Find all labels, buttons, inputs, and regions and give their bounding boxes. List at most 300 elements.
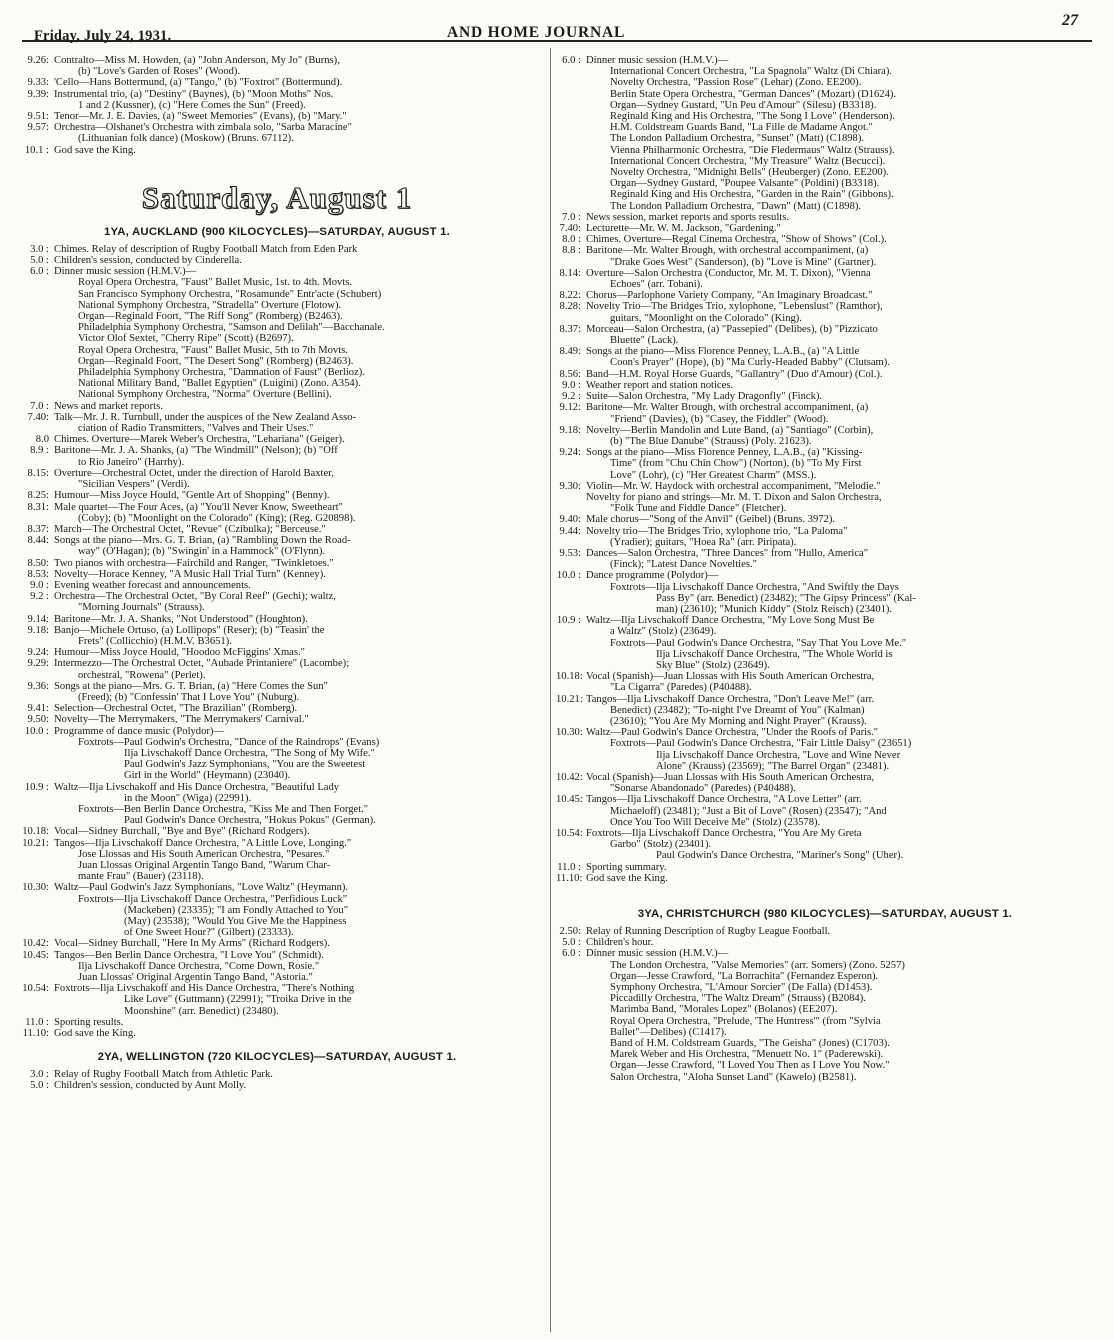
entry-line: Tangos—Ilja Livschakoff Dance Orchestra, "A Love Letter" (arr. bbox=[586, 794, 862, 806]
programme-entry bbox=[556, 212, 1094, 223]
entry-line: National Symphony Orchestra, "Norma" Overture (Bellini). bbox=[78, 389, 332, 401]
header-rule bbox=[22, 40, 1092, 42]
programme-entry bbox=[16, 726, 538, 782]
programme-entry bbox=[16, 569, 538, 580]
entry-line: Paul Godwin's Dance Orchestra, "Mariner's Song" (Uher). bbox=[656, 850, 904, 862]
entry-line: Pass By" (arr. Benedict) (23482); "The Gipsy Princess" (Kal- bbox=[656, 592, 916, 604]
entry-time: 2.50: bbox=[559, 926, 581, 938]
entry-line: The London Orchestra, "Valse Memories" (arr. Somers) (Zono. 5257) bbox=[610, 959, 905, 971]
entry-line: Reginald King and His Orchestra, "The Song I Love" (Henderson). bbox=[610, 111, 895, 123]
entry-line: Songs at the piano—Mrs. G. T. Brian, (a) "Rambling Down the Road- bbox=[54, 535, 351, 547]
entry-text bbox=[54, 983, 538, 1017]
entry-time: 10.54: bbox=[22, 983, 49, 995]
entry-line: Royal Opera Orchestra, "Faust" Ballet Music, 5th to 7th Movts. bbox=[78, 344, 348, 356]
entry-time: 8.37: bbox=[559, 323, 581, 335]
entry-line: Intermezzo—The Orchestral Octet, "Aubade Printaniere" (Lacombe); bbox=[54, 658, 350, 670]
entry-text bbox=[586, 380, 1094, 391]
entry-line: Sky Blue" (Stolz) (23649). bbox=[656, 659, 770, 671]
programme-entry bbox=[556, 301, 1094, 323]
entry-line: Selection—Orchestral Octet, "The Brazilian" (Romberg). bbox=[54, 703, 298, 715]
entry-line: (Finck); "Latest Dance Novelties." bbox=[610, 559, 757, 571]
programme-entry bbox=[556, 481, 1094, 515]
entry-line: Orchestra—The Orchestral Octet, "By Coral Reef" (Gechi); waltz, bbox=[54, 591, 336, 603]
entry-text bbox=[54, 502, 538, 524]
programme-entry bbox=[556, 234, 1094, 245]
entry-text bbox=[54, 111, 538, 122]
entry-line: Songs at the piano—Miss Florence Penney, L.A.B., (a) "Kissing- bbox=[586, 447, 863, 459]
entry-line: Novelty—Horace Kenney, "A Music Hall Trial Turn" (Kenney). bbox=[54, 568, 326, 580]
entry-line: Royal Opera Orchestra, "Prelude, 'The Huntress'" (from "Sylvia bbox=[610, 1015, 881, 1027]
entry-line: Philadelphia Symphony Orchestra, "Samson and Delilah"—Bacchanale. bbox=[78, 322, 385, 334]
entry-line: Bluette" (Lack). bbox=[610, 335, 679, 347]
entry-time: 9.36: bbox=[27, 680, 49, 692]
entry-line: Juan Llossas' Original Argentin Tango Band, "Astoria." bbox=[78, 972, 313, 984]
entry-text bbox=[54, 122, 538, 144]
programme-2ya bbox=[16, 1069, 538, 1091]
entry-line: Chimes. Overture—Regal Cinema Orchestra, "Show of Shows" (Col.). bbox=[586, 234, 887, 246]
entry-text bbox=[54, 1069, 538, 1080]
entry-line: Juan Llossas Original Argentin Tango Band, "Warum Char- bbox=[78, 860, 331, 871]
entry-text bbox=[586, 615, 1094, 671]
entry-line: (Coby); (b) "Moonlight on the Colorado" (King); (Reg. G20898). bbox=[78, 512, 356, 524]
programme-entry bbox=[556, 391, 1094, 402]
programme-entry bbox=[16, 401, 538, 412]
entry-line: (b) "The Blue Danube" (Strauss) (Poly. 21623). bbox=[610, 435, 812, 447]
entry-line: (Lithuanian folk dance) (Moskow) (Bruns. 67112). bbox=[78, 133, 294, 145]
entry-text bbox=[586, 526, 1094, 548]
entry-line: Ilja Livschakoff Dance Orchestra, "The Song of My Wife." bbox=[124, 747, 375, 759]
entry-text bbox=[586, 391, 1094, 402]
programme-entry bbox=[556, 402, 1094, 424]
left-column bbox=[16, 55, 538, 1092]
entry-text bbox=[54, 77, 538, 88]
entry-time: 8.14: bbox=[559, 267, 581, 279]
entry-time: 8.28: bbox=[559, 301, 581, 313]
entry-line: The London Palladium Orchestra, "Dawn" (Matt) (C1898). bbox=[610, 200, 862, 212]
entry-text bbox=[586, 212, 1094, 223]
programme-entry bbox=[556, 948, 1094, 1082]
entry-line: Baritone—Mr. J. A. Shanks, (a) "The Windmill" (Nelson); (b) "Off bbox=[54, 445, 338, 457]
entry-line: International Concert Orchestra, "La Spagnola" Waltz (Di Chiara). bbox=[610, 66, 893, 78]
programme-entry bbox=[556, 671, 1094, 693]
entry-line: "Morning Journals" (Strauss). bbox=[78, 602, 205, 614]
entry-line: Morceau—Salon Orchestra, (a) "Passepied" (Delibes), (b) "Pizzicato bbox=[586, 323, 878, 335]
entry-time: 9.30: bbox=[559, 480, 581, 492]
entry-line: Violin—Mr. W. Haydock with orchestral accompaniment, "Melodie." bbox=[586, 480, 881, 492]
entry-line: of One Sweet Hour?" (Gilbert) (23333). bbox=[124, 927, 294, 939]
programme-entry bbox=[16, 1017, 538, 1028]
entry-line: Symphony Orchestra, "L'Amour Sorcier" (De Falla) (D1453). bbox=[610, 982, 873, 994]
entry-text bbox=[586, 548, 1094, 570]
entry-text bbox=[54, 401, 538, 412]
entry-time: 8.8 : bbox=[562, 245, 581, 257]
programme-entry bbox=[16, 983, 538, 1017]
programme-entry bbox=[16, 950, 538, 984]
day-title: Saturday, August 1 bbox=[141, 179, 413, 215]
entry-line: Contralto—Miss M. Howden, (a) "John Anderson, My Jo" (Burns), bbox=[54, 55, 340, 66]
entry-line: (b) "Love's Garden of Roses" (Wood). bbox=[78, 66, 241, 78]
programme-entry bbox=[16, 703, 538, 714]
entry-text bbox=[54, 614, 538, 625]
programme-entry bbox=[16, 647, 538, 658]
entry-time: 10.54: bbox=[556, 828, 583, 840]
entry-line: Baritone—Mr. Walter Brough, with orchestral accompaniment, (a) bbox=[586, 402, 869, 414]
entry-text bbox=[586, 223, 1094, 234]
entry-line: Waltz—Ilja Livschakoff Dance Orchestra, "My Love Song Must Be bbox=[586, 615, 875, 627]
entry-line: God save the King. bbox=[54, 144, 136, 156]
entry-time: 10.30: bbox=[22, 882, 49, 894]
entry-time: 10.45: bbox=[22, 949, 49, 961]
entry-line: Humour—Miss Joyce Hould, "Hoodoo McFiggins' Xmas." bbox=[54, 647, 305, 659]
entry-line: Tangos—Ilja Livschakoff Dance Orchestra, "Don't Leave Me!" (arr. bbox=[586, 693, 875, 705]
entry-text bbox=[54, 412, 538, 434]
entry-text bbox=[54, 782, 538, 827]
entry-line: Girl in the World" (Heymann) (23040). bbox=[124, 770, 291, 782]
entry-time: 9.40: bbox=[559, 514, 581, 526]
journal-title: AND HOME JOURNAL bbox=[447, 24, 626, 41]
entry-line: Garbo" (Stolz) (23401). bbox=[610, 839, 712, 851]
entry-time: 9.44: bbox=[559, 525, 581, 537]
entry-line: Vocal—Sidney Burchall, "Here In My Arms" (Richard Rodgers). bbox=[54, 938, 330, 950]
entry-time: 8.50: bbox=[27, 557, 49, 569]
entry-time: 8.31: bbox=[27, 501, 49, 513]
entry-time: 11.0 : bbox=[557, 861, 581, 873]
entry-text bbox=[586, 794, 1094, 828]
entry-text bbox=[54, 490, 538, 501]
entry-time: 10.18: bbox=[556, 671, 583, 683]
entry-line: Two pianos with orchestra—Fairchild and Ranger, "Twinkletoes." bbox=[54, 557, 334, 569]
entry-line: Marek Weber and His Orchestra, "Menuett No. 1" (Paderewski). bbox=[610, 1049, 884, 1061]
entry-line: Novelty—Berlin Mandolin and Lute Band, (a) "Santiago" (Corbin), bbox=[586, 424, 874, 436]
programme-entry bbox=[16, 782, 538, 827]
programme-entry bbox=[16, 77, 538, 88]
entry-line: Weather report and station notices. bbox=[586, 379, 734, 391]
entry-line: Piccadilly Orchestra, "The Waltz Dream" (Strauss) (B2084). bbox=[610, 993, 866, 1005]
entry-text bbox=[586, 727, 1094, 772]
entry-line: Sporting results. bbox=[54, 1016, 124, 1028]
programme-entry bbox=[556, 548, 1094, 570]
entry-time: 10.30: bbox=[556, 727, 583, 739]
entry-line: Children's session, conducted by Cinderella. bbox=[54, 255, 242, 267]
entry-line: Vienna Philharmonic Orchestra, "Die Fledermaus" Waltz (Strauss). bbox=[610, 144, 895, 156]
entry-text bbox=[586, 694, 1094, 728]
entry-line: National Military Band, "Ballet Egyptien" (Luigini) (Zono. A354). bbox=[78, 378, 361, 390]
programme-entry bbox=[16, 55, 538, 77]
programme-entry bbox=[556, 694, 1094, 728]
programme-entry bbox=[16, 614, 538, 625]
entry-time: 9.39: bbox=[27, 88, 49, 100]
entry-text bbox=[54, 524, 538, 535]
entry-line: 'Cello—Hans Bottermund, (a) "Tango," (b) "Foxtrot" (Bottermund). bbox=[54, 77, 343, 89]
entry-line: Love" (Lohr), (c) "Her Greatest Charm" (MSS.). bbox=[610, 469, 817, 481]
entry-text bbox=[54, 468, 538, 490]
entry-line: Evening weather forecast and announcements. bbox=[54, 579, 251, 591]
entry-text bbox=[54, 89, 538, 111]
entry-time: 10.42: bbox=[22, 938, 49, 950]
entry-line: Orchestra—Olshanet's Orchestra with zimbala solo, "Sarba Maracine" bbox=[54, 122, 352, 134]
entry-line: Michaeloff) (23481); "Just a Bit of Love" (Rosen) (23547); "And bbox=[610, 805, 887, 817]
programme-entry bbox=[16, 468, 538, 490]
entry-line: Baritone—Mr. Walter Brough, with orchestral accompaniment, (a) bbox=[586, 245, 869, 257]
programme-entry bbox=[16, 145, 538, 156]
entry-text bbox=[586, 772, 1094, 794]
entry-time: 9.0 : bbox=[30, 579, 49, 591]
entry-time: 9.2 : bbox=[30, 591, 49, 603]
entry-text bbox=[54, 625, 538, 647]
entry-time: 8.0 bbox=[35, 434, 49, 446]
programme-entry bbox=[556, 926, 1094, 937]
entry-line: Male quartet—The Four Aces, (a) "You'll Never Know, Sweetheart" bbox=[54, 501, 343, 513]
entry-time: 9.51: bbox=[27, 111, 49, 123]
programme-entry bbox=[556, 937, 1094, 948]
programme-entry bbox=[16, 938, 538, 949]
entry-line: Ilja Livschakoff Dance Orchestra, "Love and Wine Never bbox=[656, 749, 901, 761]
entry-time: 9.24: bbox=[559, 447, 581, 459]
entry-line: Songs at the piano—Miss Florence Penney, L.A.B., (a) "A Little bbox=[586, 346, 860, 358]
entry-time: 10.42: bbox=[556, 772, 583, 783]
programme-entry bbox=[16, 580, 538, 591]
entry-line: Vocal (Spanish)—Juan Llossas with His South American Orchestra, bbox=[586, 671, 875, 683]
programme-entry bbox=[556, 514, 1094, 525]
entry-text bbox=[54, 647, 538, 658]
programme-entry bbox=[16, 535, 538, 557]
entry-time: 9.2 : bbox=[562, 391, 581, 403]
entry-line: orchestral, "Rowena" (Perlet). bbox=[78, 669, 206, 681]
entry-time: 8.49: bbox=[559, 346, 581, 358]
entry-line: Tangos—Ilja Livschakoff Dance Orchestra, "A Little Love, Longing." bbox=[54, 837, 352, 849]
programme-entry bbox=[16, 122, 538, 144]
entry-line: Philadelphia Symphony Orchestra, "Damnation of Faust" (Berlioz). bbox=[78, 367, 365, 379]
entry-time: 9.57: bbox=[27, 122, 49, 134]
programme-entry bbox=[556, 615, 1094, 671]
entry-line: "Friend" (Davies), (b) "Casey, the Fiddler" (Wood). bbox=[610, 413, 829, 425]
entry-text bbox=[586, 671, 1094, 693]
entry-time: 10.1 : bbox=[24, 144, 49, 156]
entry-time: 8.56: bbox=[559, 368, 581, 380]
entry-time: 3.0 : bbox=[30, 243, 49, 255]
entry-text bbox=[54, 569, 538, 580]
entry-line: in the Moon" (Wiga) (22991). bbox=[124, 792, 252, 804]
entry-line: "Folk Tune and Fiddle Dance" (Fletcher). bbox=[610, 503, 787, 515]
entry-line: Band of H.M. Coldstream Guards, "The Geisha" (Jones) (C1703). bbox=[610, 1038, 890, 1050]
programme-entry bbox=[16, 502, 538, 524]
entry-line: Novelty—The Merrymakers, "The Merrymakers' Carnival." bbox=[54, 714, 309, 726]
entry-time: 9.0 : bbox=[562, 379, 581, 391]
entry-text bbox=[54, 255, 538, 266]
entry-text bbox=[54, 938, 538, 949]
entry-text bbox=[586, 301, 1094, 323]
entry-time: 9.53: bbox=[559, 547, 581, 559]
programme-entry bbox=[556, 873, 1094, 884]
entry-line: Relay of Rugby Football Match from Athletic Park. bbox=[54, 1069, 273, 1081]
entry-text bbox=[54, 658, 538, 680]
entry-time: 10.9 : bbox=[24, 781, 49, 793]
entry-line: Organ—Reginald Foort, "The Desert Song" (Romberg) (B2463). bbox=[78, 355, 354, 367]
entry-text bbox=[586, 290, 1094, 301]
programme-entry bbox=[556, 447, 1094, 481]
programme-entry bbox=[16, 658, 538, 680]
programme-entry bbox=[556, 223, 1094, 234]
programme-entry bbox=[556, 794, 1094, 828]
entry-time: 10.21: bbox=[22, 837, 49, 849]
entry-line: Novelty Orchestra, "Passion Rose" (Lehar) (Zono. EE200). bbox=[610, 77, 862, 89]
programme-entry bbox=[16, 826, 538, 837]
entry-time: 6.0 : bbox=[30, 266, 49, 278]
entry-time: 9.41: bbox=[27, 703, 49, 715]
entry-text bbox=[586, 324, 1094, 346]
entry-line: Foxtrots—Ilja Livschakoff Dance Orchestra, "You Are My Greta bbox=[586, 828, 862, 840]
programme-entry bbox=[16, 524, 538, 535]
entry-line: Dances—Salon Orchestra, "Three Dances" from "Hullo, America" bbox=[586, 547, 869, 559]
page-number: 27 bbox=[1062, 12, 1078, 29]
entry-line: Paul Godwin's Jazz Symphonians, "You are the Sweetest bbox=[124, 759, 366, 771]
entry-text bbox=[586, 514, 1094, 525]
entry-time: 8.25: bbox=[27, 490, 49, 502]
entry-text bbox=[586, 828, 1094, 862]
programme-entry bbox=[556, 369, 1094, 380]
entry-text bbox=[54, 445, 538, 467]
entry-line: Lecturette—Mr. W. M. Jackson, "Gardening." bbox=[586, 223, 781, 235]
programme-entry bbox=[16, 445, 538, 467]
entry-line: Children's session, conducted by Aunt Molly. bbox=[54, 1080, 247, 1092]
entry-line: Relay of Running Description of Rugby League Football. bbox=[586, 926, 831, 938]
programme-3ya bbox=[556, 926, 1094, 1083]
entry-line: Benedict) (23482); "To-night I've Dreamt of You" (Kalman) bbox=[610, 704, 865, 716]
entry-time: 10.18: bbox=[22, 826, 49, 838]
entry-line: Programme of dance music (Polydor)— bbox=[54, 725, 225, 737]
entry-time: 8.37: bbox=[27, 523, 49, 535]
entry-line: Echoes" (arr. Tobani). bbox=[610, 279, 703, 291]
entry-line: Victor Olof Sextet, "Cherry Ripe" (Scott) (B2697). bbox=[78, 333, 294, 345]
programme-entry bbox=[16, 1028, 538, 1039]
programme-2ya-continued bbox=[556, 55, 1094, 884]
friday-programme-end bbox=[16, 55, 538, 156]
entry-line: man) (23610); "Munich Kiddy" (Stolz Reisch) (23401). bbox=[656, 603, 893, 615]
entry-line: H.M. Coldstream Guards Band, "La Fille de Madame Angot." bbox=[610, 122, 873, 134]
entry-line: mante Frau" (Bauer) (23118). bbox=[78, 871, 204, 883]
entry-time: 7.40: bbox=[559, 223, 581, 235]
entry-text bbox=[54, 558, 538, 569]
entry-time: 8.44: bbox=[27, 535, 49, 547]
entry-text bbox=[54, 266, 538, 400]
entry-line: Foxtrots—Paul Godwin's Dance Orchestra, "Fair Little Daisy" (23651) bbox=[610, 738, 912, 750]
entry-line: The London Palladium Orchestra, "Sunset" (Matt) (C1898). bbox=[610, 133, 865, 145]
entry-text bbox=[54, 726, 538, 782]
programme-entry bbox=[16, 266, 538, 400]
entry-line: Foxtrots—Ilja Livschakoff Dance Orchestra, "Perfidious Luck" bbox=[78, 893, 348, 905]
entry-line: Chimes. Overture—Marek Weber's Orchestra, "Lehariana" (Geiger). bbox=[54, 434, 345, 446]
entry-time: 9.26: bbox=[27, 55, 49, 66]
entry-line: "La Cigarra" (Paredes) (P40488). bbox=[610, 682, 752, 694]
entry-line: Novelty for piano and strings—Mr. M. T. Dixon and Salon Orchestra, bbox=[586, 491, 882, 503]
entry-text bbox=[586, 425, 1094, 447]
entry-text bbox=[54, 714, 538, 725]
programme-entry bbox=[16, 1069, 538, 1080]
programme-entry bbox=[16, 882, 538, 938]
entry-line: Foxtrots—Paul Godwin's Dance Orchestra, "Say That You Love Me." bbox=[610, 637, 907, 649]
entry-line: Organ—Reginald Foort, "The Riff Song" (Romberg) (B2463). bbox=[78, 311, 343, 323]
entry-line: Overture—Orchestral Octet, under the direction of Harold Baxter, bbox=[54, 467, 334, 479]
entry-text bbox=[54, 681, 538, 703]
programme-entry bbox=[556, 727, 1094, 772]
programme-entry bbox=[556, 380, 1094, 391]
entry-line: Male chorus—"Song of the Anvil" (Geibel) (Bruns. 3972). bbox=[586, 514, 836, 526]
entry-line: ciation of Radio Transmitters, "Valves and Their Uses." bbox=[78, 423, 314, 435]
programme-entry bbox=[556, 425, 1094, 447]
entry-time: 5.0 : bbox=[30, 255, 49, 267]
programme-entry bbox=[16, 591, 538, 613]
programme-entry bbox=[556, 324, 1094, 346]
entry-line: Marimba Band, "Morales Lopez" (Bolanos) (EE207). bbox=[610, 1004, 838, 1016]
entry-time: 9.33: bbox=[27, 77, 49, 89]
entry-text bbox=[586, 234, 1094, 245]
entry-line: Organ—Sydney Gustard, "Un Peu d'Amour" (Silesu) (B3318). bbox=[610, 99, 877, 111]
entry-line: Frets" (Collicchio) (H.M.V. B3651). bbox=[78, 635, 232, 647]
entry-line: Moonshine" (arr. Benedict) (23480). bbox=[124, 1005, 279, 1017]
entry-text bbox=[586, 926, 1094, 937]
entry-line: Novelty trio—The Bridges Trio, xylophone trio, "La Paloma" bbox=[586, 525, 848, 537]
entry-line: "Drake Goes West" (Sanderson), (b) "Love is Mine" (Gartner). bbox=[610, 256, 877, 268]
entry-line: (May) (23538); "Would You Give Me the Happiness bbox=[124, 916, 347, 928]
entry-line: Organ—Jesse Crawford, "La Borrachita" (Fernandez Esperon). bbox=[610, 970, 879, 982]
entry-line: Waltz—Ilja Livschakoff and His Dance Orchestra, "Beautiful Lady bbox=[54, 781, 340, 793]
entry-line: 1 and 2 (Kussner), (c) "Here Comes the Sun" (Freed). bbox=[78, 99, 306, 111]
entry-text bbox=[54, 580, 538, 591]
entry-line: March—The Orchestral Octet, "Revue" (Czibulka); "Berceuse." bbox=[54, 523, 326, 535]
entry-text bbox=[54, 145, 538, 156]
entry-line: Once You Too Will Deceive Me" (Stolz) (23578). bbox=[610, 816, 821, 828]
entry-line: Foxtrots—Ilja Livschakoff Dance Orchestra, "And Swiftly the Days bbox=[610, 581, 899, 593]
entry-time: 8.15: bbox=[27, 467, 49, 479]
entry-line: National Symphony Orchestra, "Stradella" Overture (Flotow). bbox=[78, 299, 342, 311]
entry-text bbox=[586, 873, 1094, 884]
programme-entry bbox=[16, 89, 538, 111]
entry-line: way" (O'Hagan); (b) "Swingin' in a Hammock" (O'Flynn). bbox=[78, 546, 326, 558]
station-heading-1ya: 1YA, AUCKLAND (900 KILOCYCLES)—SATURDAY, AUGUST 1. bbox=[103, 225, 451, 238]
entry-line: Band—H.M. Royal Horse Guards, "Gallantry" (Duo d'Amour) (Col.). bbox=[586, 368, 883, 380]
entry-line: Vocal (Spanish)—Juan Llossas with His South American Orchestra, bbox=[586, 772, 875, 783]
entry-line: Humour—Miss Joyce Hould, "Gentle Art of Shopping" (Benny). bbox=[54, 490, 330, 502]
programme-entry bbox=[16, 490, 538, 501]
entry-line: Suite—Salon Orchestra, "My Lady Dragonfly" (Finck). bbox=[586, 391, 823, 403]
entry-time: 10.21: bbox=[556, 693, 583, 705]
programme-entry bbox=[16, 714, 538, 725]
entry-time: 10.45: bbox=[556, 794, 583, 806]
entry-time: 5.0 : bbox=[562, 937, 581, 949]
entry-time: 10.0 : bbox=[556, 570, 581, 582]
entry-text bbox=[54, 1017, 538, 1028]
entry-line: Organ—Sydney Gustard, "Poupee Valsante" (Poldini) (B3318). bbox=[610, 178, 880, 190]
entry-text bbox=[54, 434, 538, 445]
entry-line: Novelty Orchestra, "Midnight Bells" (Heuberger) (Zono. EE200). bbox=[610, 167, 889, 179]
entry-line: God save the King. bbox=[586, 872, 668, 884]
entry-line: Overture—Salon Orchestra (Conductor, Mr. M. T. Dixon), "Vienna bbox=[586, 267, 871, 279]
entry-line: "Sonarse Abandonado" (Paredes) (P40488). bbox=[610, 783, 796, 795]
entry-text bbox=[54, 1080, 538, 1091]
station-heading-2ya: 2YA, WELLINGTON (720 KILOCYCLES)—SATURDAY, AUGUST 1. bbox=[97, 1051, 457, 1064]
entry-line: International Concert Orchestra, "My Treasure" Waltz (Becucci). bbox=[610, 155, 886, 167]
entry-line: a Waltz" (Stolz) (23649). bbox=[610, 626, 717, 638]
entry-time: 10.9 : bbox=[556, 615, 581, 627]
entry-line: Organ—Jesse Crawford, "I Loved You Then as I Love You Now." bbox=[610, 1060, 890, 1072]
entry-line: Banjo—Michele Ortuso, (a) Lollipops" (Reser); (b) "Teasin' the bbox=[54, 624, 325, 636]
programme-entry bbox=[16, 558, 538, 569]
entry-time: 8.0 : bbox=[562, 234, 581, 246]
programme-entry bbox=[16, 255, 538, 266]
programme-entry bbox=[556, 828, 1094, 862]
programme-entry bbox=[16, 838, 538, 883]
programme-entry bbox=[556, 570, 1094, 615]
